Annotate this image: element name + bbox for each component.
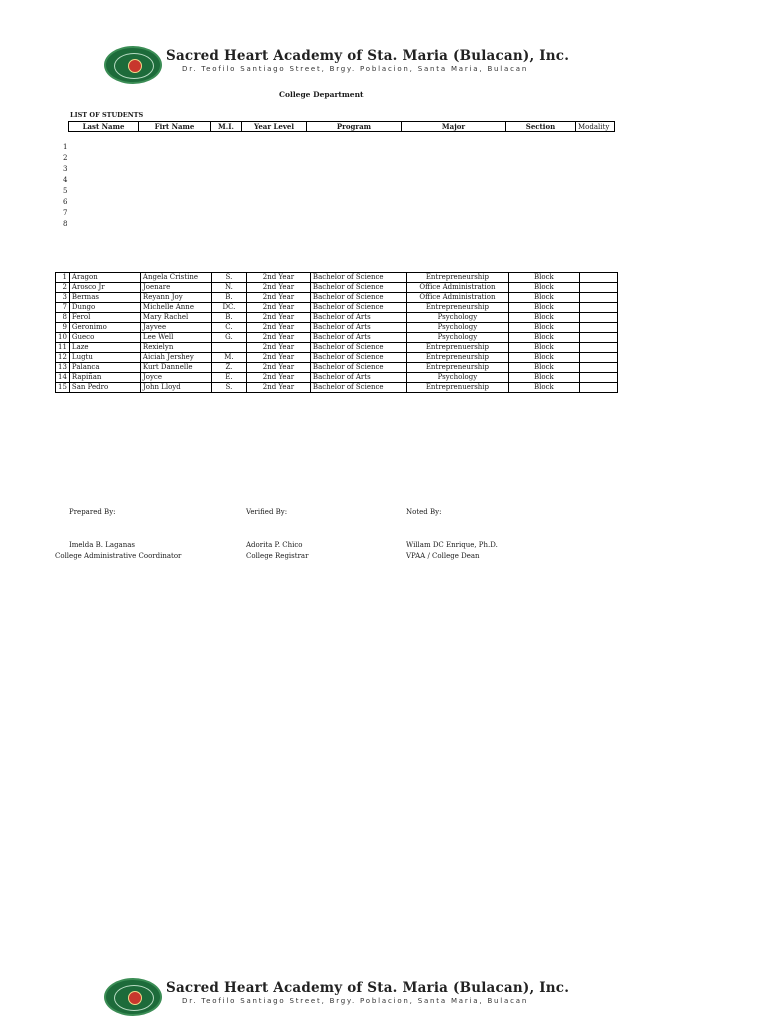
student-year-level: 2nd Year <box>246 273 310 283</box>
student-mi: M. <box>211 353 246 363</box>
student-year-level: 2nd Year <box>246 313 310 323</box>
noted-by-title: VPAA / College Dean <box>406 552 480 560</box>
student-mi: E. <box>211 373 246 383</box>
prepared-by-name: Imelda B. Laganas <box>69 541 136 549</box>
student-modality <box>579 293 617 303</box>
student-number: 14 <box>56 373 70 383</box>
table-row <box>56 373 618 383</box>
col-last-name: Last Name <box>69 122 139 132</box>
student-last-name: Lugtu <box>69 353 140 363</box>
student-last-name: Bermas <box>69 293 140 303</box>
blank-number: 5 <box>63 187 68 195</box>
student-first-name: Joyce <box>140 373 211 383</box>
student-first-name: Mary Rachel <box>140 313 211 323</box>
student-major: Entreprenuership <box>406 343 508 353</box>
col-modality: Modality <box>576 122 615 132</box>
prepared-by-label: Prepared By: <box>69 508 116 516</box>
student-mi <box>211 343 246 353</box>
student-year-level: 2nd Year <box>246 303 310 313</box>
seal-emblem <box>128 59 142 73</box>
student-section: Block <box>508 353 579 363</box>
student-year-level: 2nd Year <box>246 353 310 363</box>
noted-by-label: Noted By: <box>406 508 442 516</box>
student-mi: G. <box>211 333 246 343</box>
student-year-level: 2nd Year <box>246 383 310 393</box>
col-section: Section <box>506 122 576 132</box>
student-table <box>55 272 618 393</box>
student-first-name: Michelle Anne <box>140 303 211 313</box>
table-row <box>56 293 618 303</box>
student-number: 7 <box>56 303 70 313</box>
table-row <box>56 333 618 343</box>
student-first-name: John Lloyd <box>140 383 211 393</box>
student-modality <box>579 313 617 323</box>
student-mi: B. <box>211 313 246 323</box>
student-number: 13 <box>56 363 70 373</box>
student-major: Psychology <box>406 313 508 323</box>
student-mi: S. <box>211 383 246 393</box>
col-year-level: Year Level <box>242 122 307 132</box>
student-section: Block <box>508 323 579 333</box>
list-title: LIST OF STUDENTS <box>70 111 144 119</box>
column-header-table <box>68 121 615 132</box>
student-last-name: Palanca <box>69 363 140 373</box>
student-modality <box>579 373 617 383</box>
col-program: Program <box>307 122 402 132</box>
student-last-name: Ferol <box>69 313 140 323</box>
student-year-level: 2nd Year <box>246 323 310 333</box>
table-row <box>56 303 618 313</box>
student-mi: S. <box>211 273 246 283</box>
student-first-name: Kurt Dannelle <box>140 363 211 373</box>
student-program: Bachelor of Arts <box>310 333 406 343</box>
student-modality <box>579 333 617 343</box>
department-title: College Department <box>279 90 364 99</box>
table-row <box>56 313 618 323</box>
student-major: Psychology <box>406 373 508 383</box>
student-modality <box>579 273 617 283</box>
student-year-level: 2nd Year <box>246 343 310 353</box>
student-major: Entrepreneurship <box>406 363 508 373</box>
blank-number: 4 <box>63 176 68 184</box>
student-modality <box>579 323 617 333</box>
student-number: 1 <box>56 273 70 283</box>
student-section: Block <box>508 313 579 323</box>
noted-by-name: Willam DC Enrique, Ph.D. <box>406 541 498 549</box>
blank-number: 7 <box>63 209 68 217</box>
blank-number: 6 <box>63 198 68 206</box>
seal-emblem <box>128 991 142 1005</box>
student-program: Bachelor of Science <box>310 363 406 373</box>
student-last-name: Gueco <box>69 333 140 343</box>
col-first-name: Firt Name <box>139 122 211 132</box>
school-name: Sacred Heart Academy of Sta. Maria (Bulacan), Inc. <box>166 48 570 64</box>
student-number: 10 <box>56 333 70 343</box>
student-mi: DC. <box>211 303 246 313</box>
student-number: 12 <box>56 353 70 363</box>
student-number: 3 <box>56 293 70 303</box>
student-modality <box>579 283 617 293</box>
verified-by-name: Adorita P. Chico <box>246 541 303 549</box>
student-major: Entreprenuership <box>406 383 508 393</box>
blank-number: 8 <box>63 220 68 228</box>
student-last-name: San Pedro <box>69 383 140 393</box>
student-program: Bachelor of Science <box>310 283 406 293</box>
student-program: Bachelor of Science <box>310 273 406 283</box>
school-address: Dr. Teofilo Santiago Street, Brgy. Poblacion, Santa Maria, Bulacan <box>182 997 529 1005</box>
student-modality <box>579 303 617 313</box>
student-first-name: Angela Cristine <box>140 273 211 283</box>
table-row <box>56 273 618 283</box>
student-program: Bachelor of Science <box>310 383 406 393</box>
student-first-name: Joenare <box>140 283 211 293</box>
student-first-name: Reyann Joy <box>140 293 211 303</box>
student-program: Bachelor of Arts <box>310 323 406 333</box>
student-program: Bachelor of Arts <box>310 373 406 383</box>
blank-number: 3 <box>63 165 68 173</box>
student-section: Block <box>508 273 579 283</box>
student-number: 15 <box>56 383 70 393</box>
verified-by-label: Verified By: <box>246 508 288 516</box>
student-first-name: Lee Well <box>140 333 211 343</box>
student-year-level: 2nd Year <box>246 333 310 343</box>
blank-number-list <box>63 142 67 230</box>
student-last-name: Dungo <box>69 303 140 313</box>
student-program: Bachelor of Science <box>310 343 406 353</box>
student-section: Block <box>508 383 579 393</box>
table-row <box>56 323 618 333</box>
student-major: Office Administration <box>406 283 508 293</box>
student-year-level: 2nd Year <box>246 363 310 373</box>
student-major: Entrepreneurship <box>406 273 508 283</box>
verified-by-title: College Registrar <box>246 552 309 560</box>
student-program: Bachelor of Science <box>310 293 406 303</box>
student-first-name: Jayvee <box>140 323 211 333</box>
table-row <box>56 363 618 373</box>
student-number: 9 <box>56 323 70 333</box>
student-section: Block <box>508 373 579 383</box>
student-last-name: Rapiñan <box>69 373 140 383</box>
student-last-name: Aragon <box>69 273 140 283</box>
student-major: Entrepreneurship <box>406 303 508 313</box>
student-last-name: Geronimo <box>69 323 140 333</box>
student-section: Block <box>508 303 579 313</box>
student-program: Bachelor of Arts <box>310 313 406 323</box>
student-modality <box>579 343 617 353</box>
blank-number: 1 <box>63 143 68 151</box>
table-row <box>56 353 618 363</box>
table-row <box>56 283 618 293</box>
student-major: Psychology <box>406 333 508 343</box>
student-modality <box>579 353 617 363</box>
student-last-name: Laze <box>69 343 140 353</box>
student-section: Block <box>508 363 579 373</box>
student-year-level: 2nd Year <box>246 373 310 383</box>
student-modality <box>579 363 617 373</box>
col-mi: M.I. <box>211 122 242 132</box>
table-row <box>56 343 618 353</box>
student-major: Psychology <box>406 323 508 333</box>
student-section: Block <box>508 333 579 343</box>
student-mi: C. <box>211 323 246 333</box>
page-header-repeat <box>104 978 570 1020</box>
school-address: Dr. Teofilo Santiago Street, Brgy. Poblacion, Santa Maria, Bulacan <box>182 65 529 73</box>
student-section: Block <box>508 343 579 353</box>
student-mi: N. <box>211 283 246 293</box>
student-program: Bachelor of Science <box>310 353 406 363</box>
student-first-name: Aiciah Jershey <box>140 353 211 363</box>
student-mi: Z. <box>211 363 246 373</box>
student-program: Bachelor of Science <box>310 303 406 313</box>
student-major: Office Administration <box>406 293 508 303</box>
student-number: 8 <box>56 313 70 323</box>
student-mi: B. <box>211 293 246 303</box>
student-section: Block <box>508 293 579 303</box>
column-header-row <box>69 122 615 132</box>
page-header <box>104 46 570 88</box>
student-number: 11 <box>56 343 70 353</box>
student-number: 2 <box>56 283 70 293</box>
student-major: Entrepreneurship <box>406 353 508 363</box>
prepared-by-title: College Administrative Coordinator <box>55 552 182 560</box>
blank-number: 2 <box>63 154 68 162</box>
school-name: Sacred Heart Academy of Sta. Maria (Bulacan), Inc. <box>166 980 570 996</box>
student-first-name: Rexielyn <box>140 343 211 353</box>
school-seal-logo <box>104 46 162 84</box>
student-section: Block <box>508 283 579 293</box>
student-year-level: 2nd Year <box>246 283 310 293</box>
table-row <box>56 383 618 393</box>
student-modality <box>579 383 617 393</box>
student-year-level: 2nd Year <box>246 293 310 303</box>
school-seal-logo <box>104 978 162 1016</box>
col-major: Major <box>402 122 506 132</box>
student-last-name: Arosco Jr <box>69 283 140 293</box>
